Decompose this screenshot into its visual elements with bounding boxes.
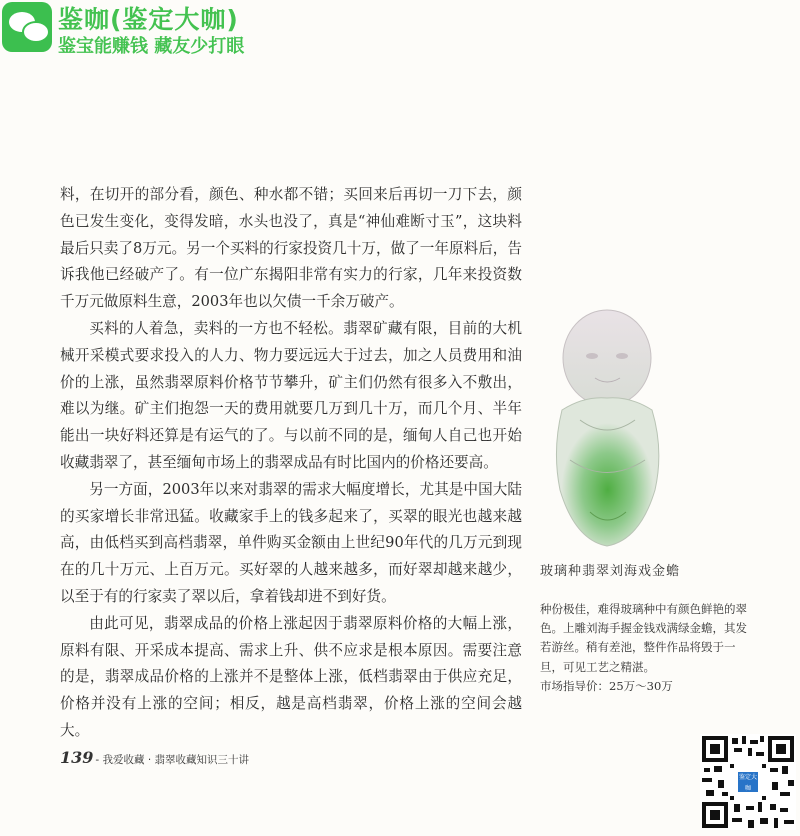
body-text <box>60 182 522 745</box>
qr-logo: 鉴定大咖 <box>736 770 760 794</box>
image-description <box>540 600 750 696</box>
description-text: 种份极佳，难得玻璃种中有颜色鲜艳的翠色。上雕刘海手握金钱戏满绿金蟾，其发若游丝。稍有差池，整件作品将毁于一旦，可见工艺之精湛。 <box>540 602 747 674</box>
paragraph-2: 买料的人着急，卖料的一方也不轻松。翡翠矿藏有限，目前的大机械开采模式要求投入的人力、物力要远远大于过去，加之人员费用和油价的上涨，虽然翡翠原料价格节节攀升，矿主们仍然有很多入不敷出，难以为继。矿主们抱怨一天的费用就要几万到几十万，而几个月、半年能出一块好料还算是有运气的了。与以前不同的是，缅甸人自己也开始收藏翡翠了，甚至缅甸市场上的翡翠成品有时比国内的价格还要高。 <box>60 319 522 471</box>
watermark-slogan: 鉴宝能赚钱 藏友少打眼 <box>58 36 245 57</box>
paragraph-1: 料，在切开的部分看，颜色、种水都不错；买回来后再切一刀下去，颜色已发生变化，变得发暗，水头也没了，真是“神仙难断寸玉”，这块料最后只卖了8万元。另一个买料的行家投资几十万，做了一年原料后，告诉我他已经破产了。有一位广东揭阳非常有实力的行家，几年来投资数千万元做原料生意，2003年也以欠债一千余万破产。 <box>60 186 522 311</box>
price-text: 市场指导价：25万～30万 <box>540 678 673 693</box>
watermark <box>0 0 260 62</box>
watermark-title: 鉴咖(鉴定大咖) <box>58 5 239 34</box>
page-footer <box>60 748 249 767</box>
book-title: - 我爱收藏 · 翡翠收藏知识三十讲 <box>95 754 250 766</box>
paragraph-3: 另一方面，2003年以来对翡翠的需求大幅度增长，尤其是中国大陆的买家增长非常迅猛。收藏家手上的钱多起来了，买翠的眼光也越来越高，由低档买到高档翡翠，单件购买金额由上世纪90年代的几万元到现在的几十万元、上百万元。买好翠的人越来越多，而好翠却越来越少，以至于有的行家卖了翠以后，拿着钱却进不到好货。 <box>60 480 522 605</box>
image-caption: 玻璃种翡翠刘海戏金蟾 <box>540 564 681 579</box>
wechat-logo-icon <box>2 2 52 52</box>
page-number: 139 <box>60 748 94 767</box>
qr-code[interactable] <box>700 734 796 830</box>
jade-pendant-image <box>540 300 675 550</box>
paragraph-4: 由此可见，翡翠成品的价格上涨起因于翡翠原料价格的大幅上涨，原料有限、开采成本提高、需求上升、供不应求是根本原因。需要注意的是，翡翠成品价格的上涨并不是整体上涨，低档翡翠由于供应充足，价格并没有上涨的空间；相反，越是高档翡翠，价格上涨的空间会越大。 <box>60 614 522 739</box>
